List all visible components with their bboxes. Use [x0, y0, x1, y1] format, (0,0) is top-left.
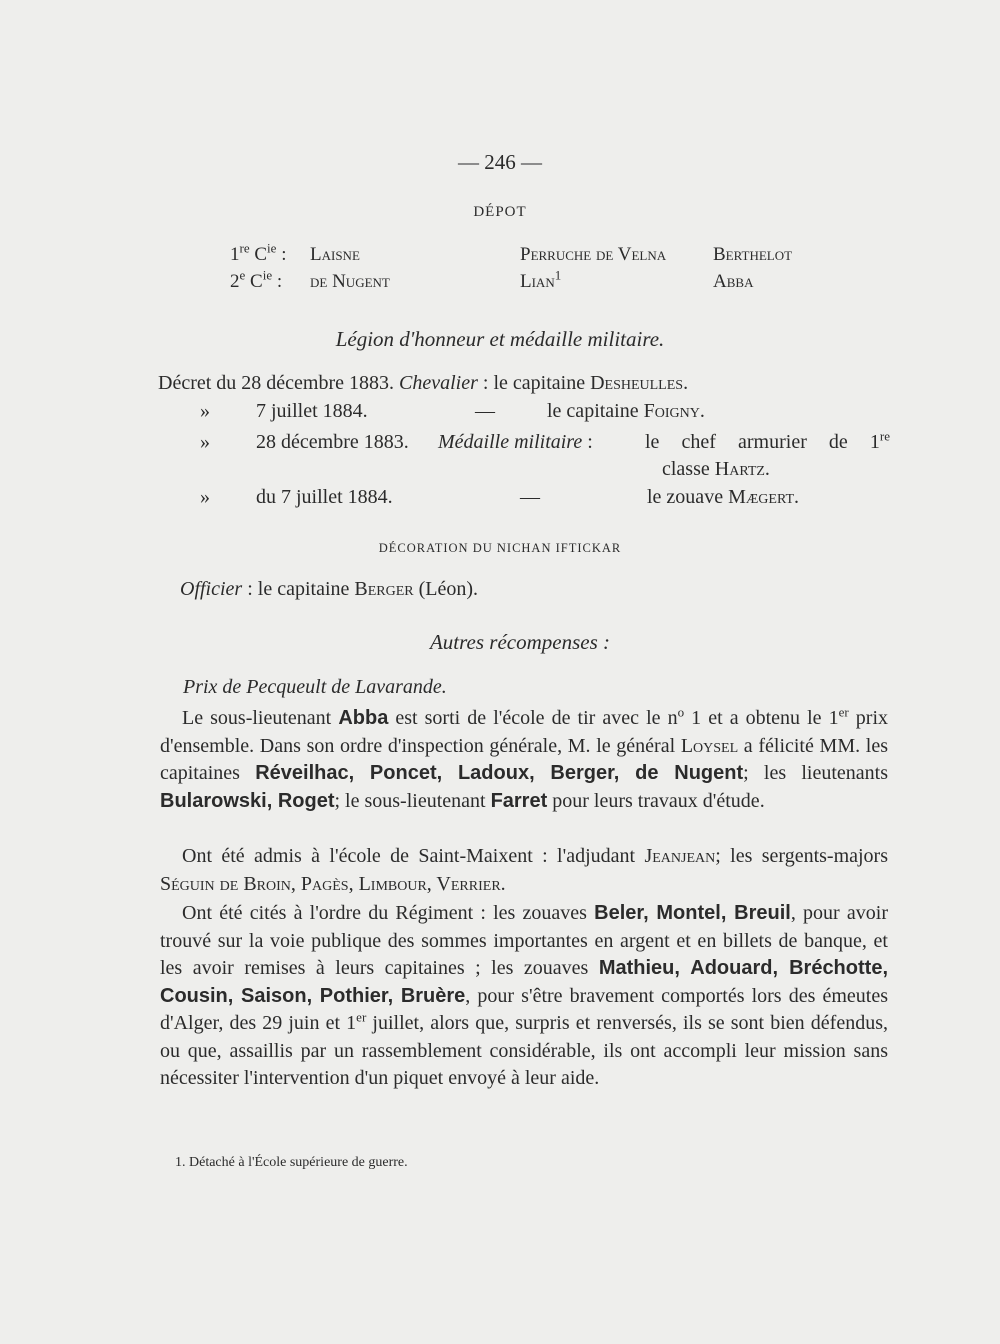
- officer-name: Lian$^1$: [520, 267, 562, 292]
- decret-dash: —: [520, 486, 540, 508]
- page-number: — 246 —: [458, 150, 542, 174]
- paragraph: Ont été cités à l'ordre du Régiment : les zouaves Beler, Montel, Breuil, pour avoir trouvé sur la voie publique des sommes importantes en argent et en billets de banque, et les avoir remises à leurs capitaines ; les zouaves Mathieu, Adouard, Bréchotte, Cousin, Saison, Pothier, Bruère, pour s'être bravement comportés lors des émeutes d'Alger, des 29 juin et 1er juillet, alors que, surpris et renversés, ils se sont bien défendus, ou que, assaillis par un rassemblement considérable, ils ont accompli leur mission sans nécessiter l'intervention d'un piquet envoyé à leur aide.: [160, 902, 888, 1089]
- officer-name: de Nugent: [310, 271, 390, 292]
- officer-name: Laisne: [310, 244, 360, 265]
- decret-line: Décret du 28 décembre 1883. Chevalier : le capitaine Desheulles.: [158, 372, 689, 394]
- decret-ditto: »: [200, 400, 210, 422]
- autres-title: Autres récompenses :: [429, 630, 610, 654]
- decret-dash: —: [475, 400, 495, 422]
- legion-title: Légion d'honneur et médaille militaire.: [335, 327, 665, 351]
- decret-recipient-cont: classe Hartz.: [662, 458, 770, 480]
- decret-recipient: le capitaine Foigny.: [547, 400, 705, 422]
- footnote: 1. Détaché à l'École supérieure de guerre.: [175, 1155, 408, 1170]
- decret-date: du 7 juillet 1884.: [256, 486, 393, 508]
- officer-name: Abba: [713, 271, 754, 292]
- section-title: DÉPOT: [473, 204, 527, 220]
- decret-date: 7 juillet 1884.: [256, 400, 368, 422]
- decret-date: 28 décembre 1883.: [256, 431, 409, 453]
- footnote-ref: 1: [554, 267, 562, 283]
- decret-ditto: »: [200, 431, 210, 453]
- officer-name: Perruche de Velna: [520, 244, 667, 265]
- decret-ditto: »: [200, 486, 210, 508]
- decret-recipient: le zouave Mægert.: [647, 486, 800, 508]
- company-label: 1re $C^{ie}$ :: [230, 240, 287, 265]
- paragraph: Le sous-lieutenant Abba est sorti de l'école de tir avec le $n^o$ 1 et a obtenu le 1er prix d'ensemble. Dans son ordre d'inspection générale, M. le général Loysel a félicité MM. les capitaines Réveilhac, Poncet, Ladoux, Berger, de Nugent; les lieutenants Bularowski, Roget; le sous-lieutenant Farret pour leurs travaux d'étude.: [160, 704, 889, 812]
- officer-name: Berthelot: [713, 244, 793, 265]
- company-label: 2e $C^{ie}$ :: [230, 267, 283, 292]
- nichan-title: DÉCORATION DU NICHAN IFTICKAR: [378, 541, 622, 555]
- decret-recipient: le chef armurier de 1re: [645, 428, 890, 453]
- officier-line: Officier : le capitaine Berger (Léon).: [180, 578, 479, 600]
- paragraph: Ont été admis à l'école de Saint-Maixent : l'adjudant Jeanjean; les sergents-majors Séguin de Broin, Pagès, Limbour, Verrier.: [160, 845, 888, 895]
- decret-award: Médaille militaire :: [438, 431, 593, 453]
- prix-title: Prix de Pecqueult de Lavarande.: [183, 676, 447, 698]
